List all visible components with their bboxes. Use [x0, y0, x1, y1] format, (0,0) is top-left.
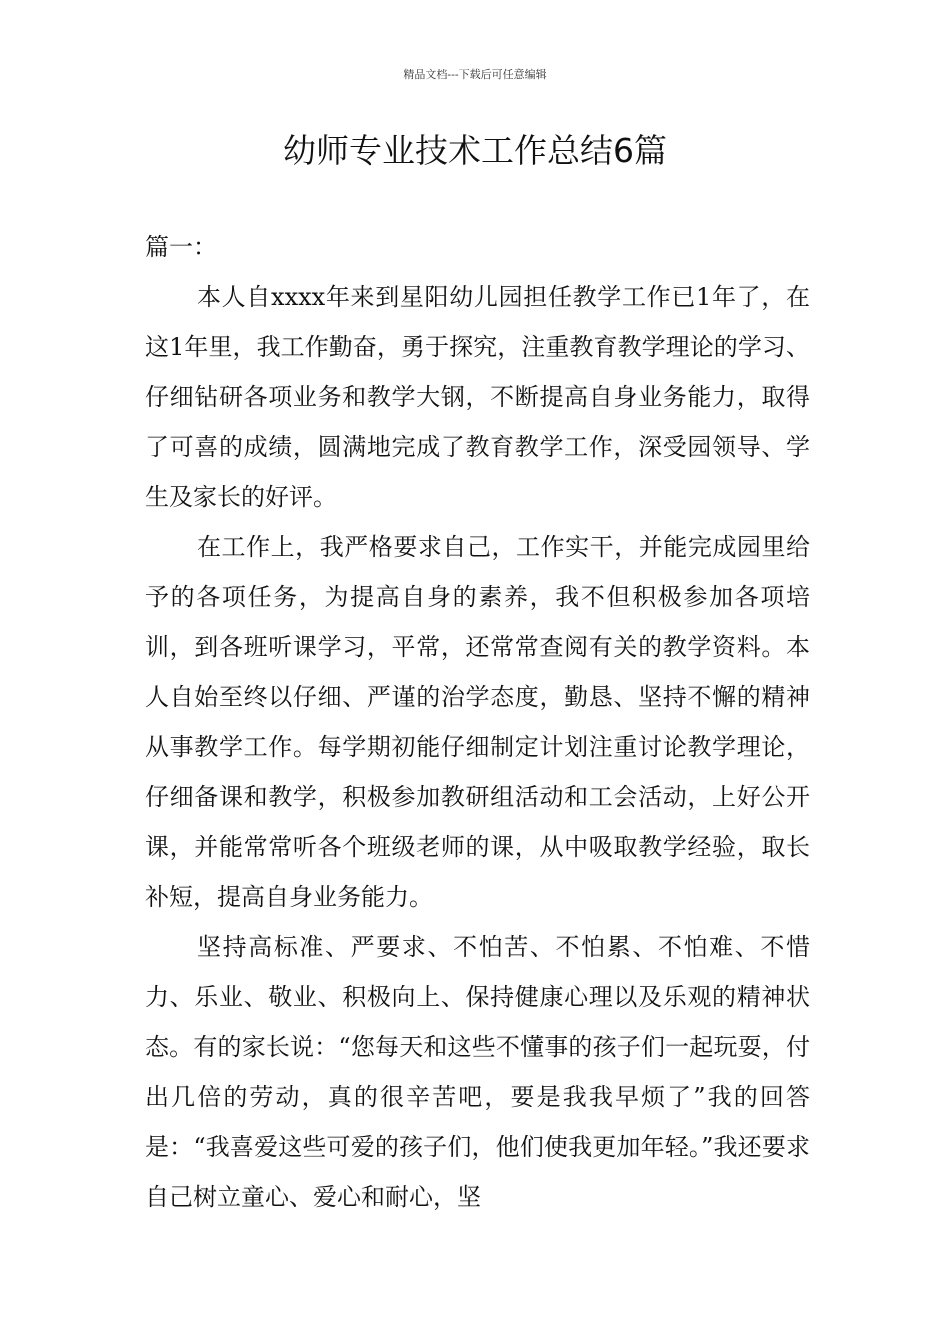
document-body — [145, 222, 810, 1222]
paragraph-1: 本人自xxxx年来到星阳幼儿园担任教学工作已1年了，在这1年里，我工作勤奋，勇于探究，注重教育教学理论的学习、仔细钻研各项业务和教学大钢，不断提高自身业务能力，取得了可喜的成绩，圆满地完成了教育教学工作，深受园领导、学生及家长的好评。 — [145, 283, 810, 511]
paragraph-3: 坚持高标准、严要求、不怕苦、不怕累、不怕难、不惜力、乐业、敬业、积极向上、保持健康心理以及乐观的精神状态。有的家长说：“您每天和这些不懂事的孩子们一起玩耍，付出几倍的劳动，真的很辛苦吧，要是我我早烦了”我的回答是：“我喜爱这些可爱的孩子们，他们使我更加年轻。”我还要求自己树立童心、爱心和耐心，坚 — [145, 933, 810, 1211]
page-header-note: 精品文档---下载后可任意编辑 — [403, 68, 547, 81]
document-title: 幼师专业技术工作总结6篇 — [283, 131, 667, 170]
section-heading: 篇一： — [145, 233, 217, 261]
paragraph-2: 在工作上，我严格要求自己，工作实干，并能完成园里给予的各项任务，为提高自身的素养，我不但积极参加各项培训，到各班听课学习，平常，还常常查阅有关的教学资料。本人自始至终以仔细、严谨的治学态度，勤恳、坚持不懈的精神从事教学工作。每学期初能仔细制定计划注重讨论教学理论，仔细备课和教学，积极参加教研组活动和工会活动，上好公开课，并能常常听各个班级老师的课，从中吸取教学经验，取长补短，提高自身业务能力。 — [145, 533, 810, 911]
